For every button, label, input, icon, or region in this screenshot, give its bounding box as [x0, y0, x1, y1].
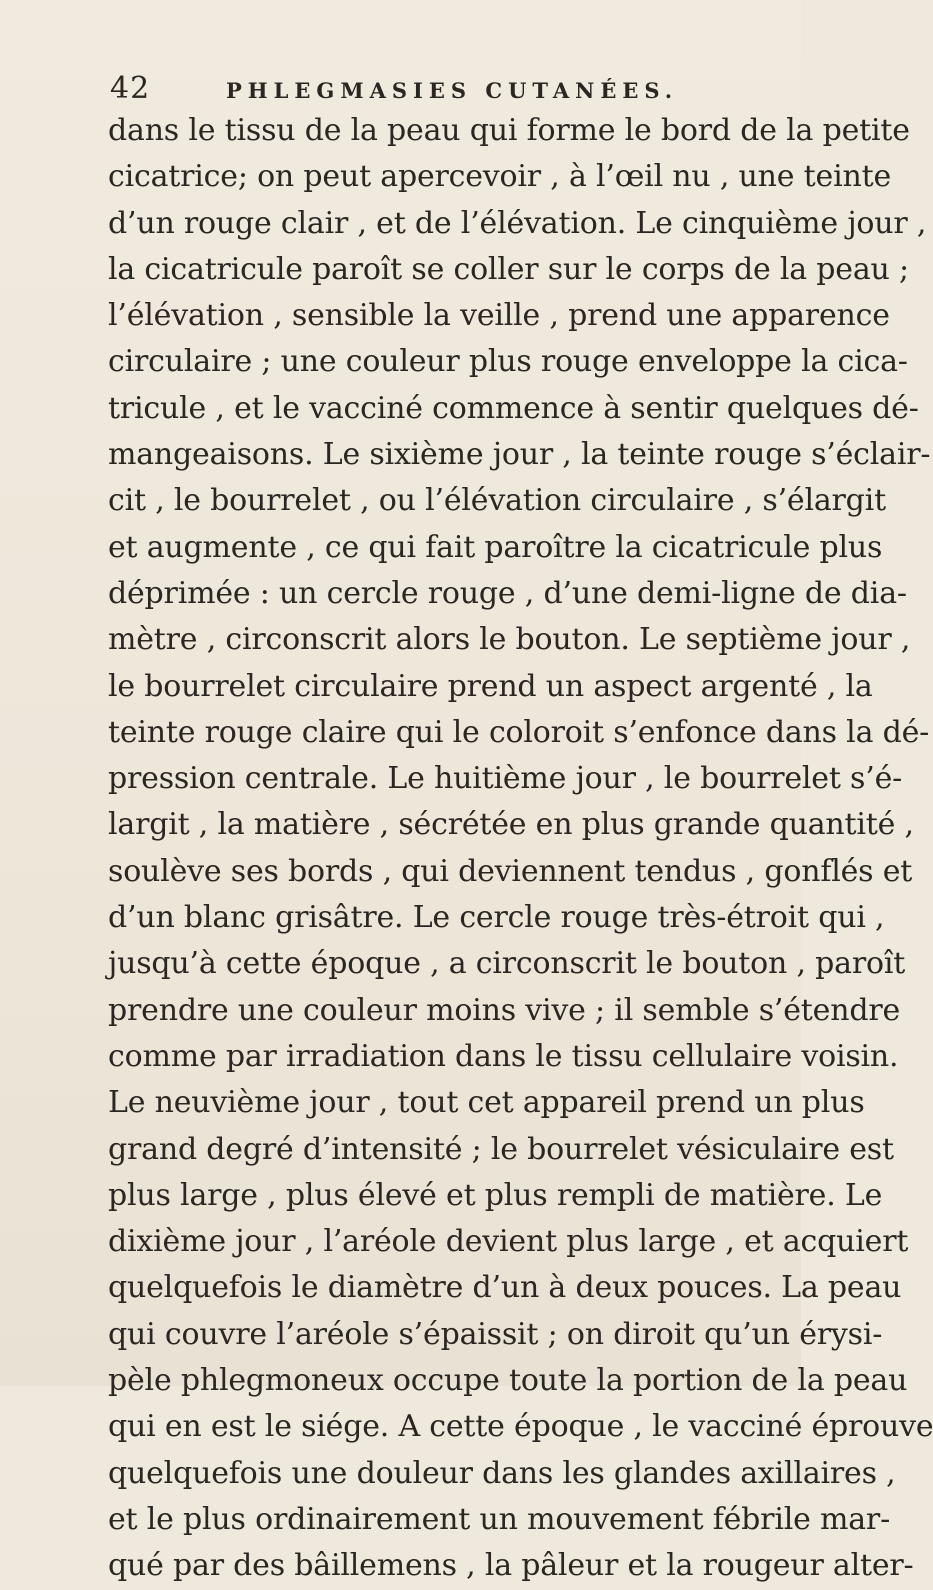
text-line: et le plus ordinairement un mouvement fébrile mar- — [108, 1501, 891, 1537]
text-line: soulève ses bords , qui deviennent tendus , gonflés et — [108, 853, 913, 889]
text-line: d’un blanc grisâtre. Le cercle rouge très-étroit qui , — [108, 900, 885, 936]
running-title: PHLEGMASIES CUTANÉES. — [226, 78, 679, 103]
text-line: déprimée : un cercle rouge , d’une demi-ligne de dia- — [108, 575, 907, 611]
text-line: mètre , circonscrit alors le bouton. Le septième jour , — [108, 622, 911, 658]
text-line: d’un rouge clair , et de l’élévation. Le cinquième jour , — [108, 205, 927, 241]
text-line: jusqu’à cette époque , a circonscrit le bouton , paroît — [108, 946, 906, 982]
text-line: pèle phlegmoneux occupe toute la portion de la peau — [108, 1363, 908, 1399]
text-line: prendre une couleur moins vive ; il semble s’étendre — [108, 992, 901, 1028]
text-line: qui couvre l’aréole s’épaissit ; on diroit qu’un érysi- — [108, 1316, 883, 1352]
text-line: et augmente , ce qui fait paroître la cicatricule plus — [108, 529, 883, 565]
text-line: dans le tissu de la peau qui forme le bord de la petite — [108, 113, 910, 148]
text-line: teinte rouge claire qui le coloroit s’enfonce dans la dé- — [108, 714, 930, 750]
text-line: qui en est le siége. A cette époque , le vacciné éprouve — [108, 1409, 933, 1445]
text-line: qué par des bâillemens , la pâleur et la rougeur alter- — [108, 1548, 914, 1584]
text-line: grand degré d’intensité ; le bourrelet vésiculaire est — [108, 1131, 894, 1167]
text-line: circulaire ; une couleur plus rouge enveloppe la cica- — [108, 344, 908, 380]
text-line: mangeaisons. Le sixième jour , la teinte rouge s’éclair- — [108, 437, 931, 473]
text-line: quelquefois une douleur dans les glandes axillaires , — [108, 1455, 896, 1491]
text-line: la cicatricule paroît se coller sur le corps de la peau ; — [108, 251, 909, 287]
text-line: le bourrelet circulaire prend un aspect argenté , la — [108, 668, 873, 704]
body-text — [108, 108, 933, 1590]
running-head — [110, 72, 770, 106]
page-number: 42 — [110, 71, 151, 106]
text-line: comme par irradiation dans le tissu cellulaire voisin. — [108, 1038, 899, 1074]
text-line: l’élévation , sensible la veille , prend une apparence — [108, 298, 890, 334]
text-line: largit , la matière , sécrétée en plus grande quantité , — [108, 807, 914, 843]
text-line: quelquefois le diamètre d’un à deux pouces. La peau — [108, 1270, 902, 1306]
text-line: dixième jour , l’aréole devient plus large , et acquiert — [108, 1224, 909, 1260]
text-line: cicatrice; on peut apercevoir , à l’œil nu , une teinte — [108, 159, 892, 195]
text-line: cit , le bourrelet , ou l’élévation circulaire , s’élargit — [108, 483, 886, 519]
text-line: tricule , et le vacciné commence à sentir quelques dé- — [108, 390, 919, 426]
text-line: Le neuvième jour , tout cet appareil prend un plus — [108, 1085, 865, 1121]
text-line: plus large , plus élevé et plus rempli de matière. Le — [108, 1177, 883, 1213]
text-line: pression centrale. Le huitième jour , le bourrelet s’é- — [108, 761, 903, 797]
